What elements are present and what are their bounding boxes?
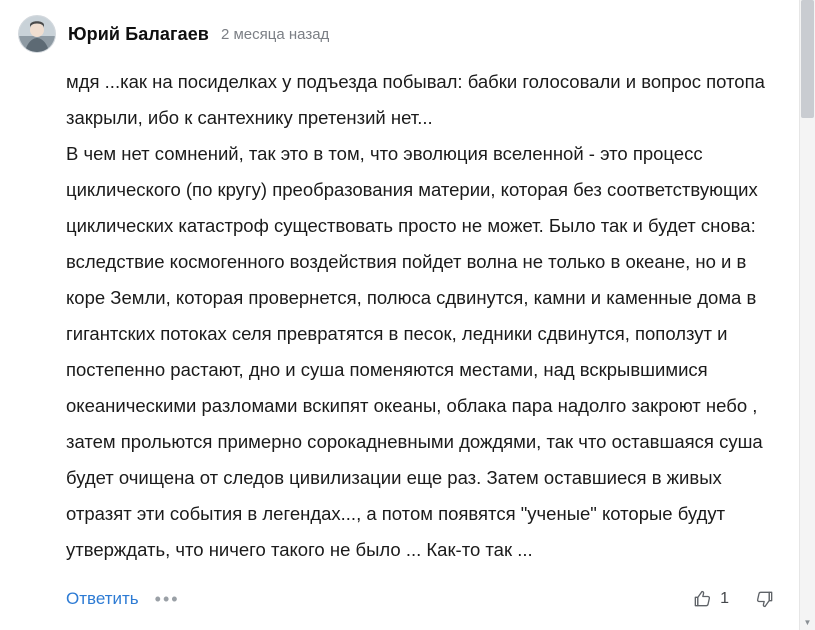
avatar[interactable] <box>18 15 56 53</box>
comment-body <box>66 64 784 568</box>
scrollbar-thumb[interactable] <box>801 0 814 118</box>
user-avatar-photo-icon <box>19 16 55 52</box>
dislike-button[interactable] <box>755 589 783 609</box>
reactions-group <box>692 589 797 609</box>
scroll-down-arrow-icon[interactable]: ▼ <box>803 618 812 627</box>
reply-button[interactable]: Ответить <box>66 589 139 608</box>
comment-paragraph: мдя ...как на посиделках у подъезда побывал: бабки голосовали и вопрос потопа закрыли, ибо к сантехнику претензий нет... <box>66 71 765 128</box>
thumbs-down-icon <box>755 589 775 609</box>
like-count: 1 <box>720 590 729 607</box>
thumbs-up-icon <box>692 589 712 609</box>
comment-timestamp: 2 месяца назад <box>220 25 330 43</box>
more-options-button[interactable]: ••• <box>154 589 180 609</box>
comment-author-name[interactable]: Юрий Балагаев <box>68 23 209 44</box>
comment-paragraph: В чем нет сомнений, так это в том, что эволюция вселенной - это процесс циклического (по кругу) преобразования материи, которая без соответствующих циклических катастроф существовать просто не может. Было так и будет снова: вследствие космогенного воздействия пойдет волна не только в океане, но и в коре Земли, которая провернется, полюса сдвинутся, камни и каменные дома в гигантских потоках селя превратятся в песок, ледники сдвинутся, поползут и постепенно растают, дно и суша поменяются местами, над вскрывшимися океаническими разломами вскипят океаны, облака пара надолго закроют небо , затем прольются примерно сорокадневными дождями, так что оставшаяся суша будет очищена от следов цивилизации еще раз. Затем оставшиеся в живых отразят эти события в легендах..., а потом появятся "ученые" которые будут утверждать, что ничего такого не было ... Как-то так ... <box>66 143 763 560</box>
comment-header <box>18 14 797 54</box>
comment-footer <box>66 586 797 612</box>
like-button[interactable] <box>692 589 729 609</box>
vertical-scrollbar[interactable] <box>799 0 815 630</box>
